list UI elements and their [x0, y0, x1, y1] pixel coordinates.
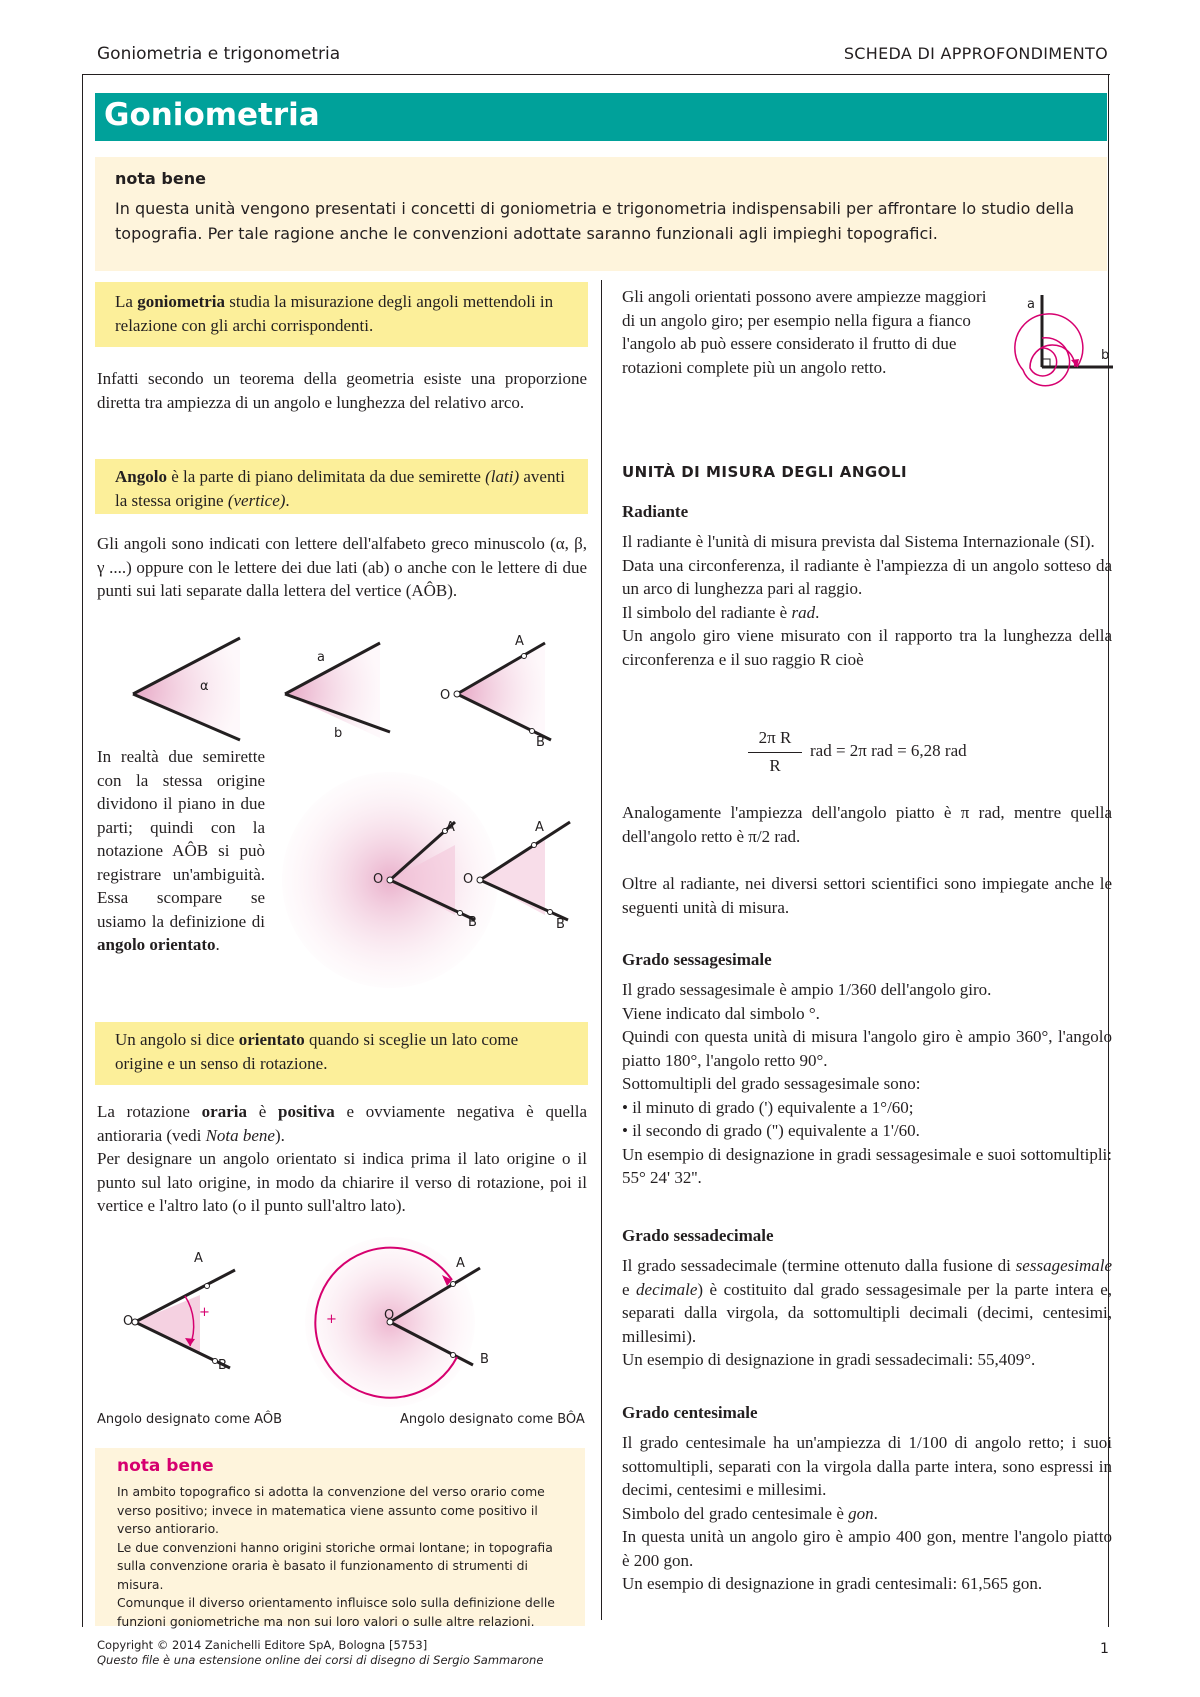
def-text: Un angolo si dice: [115, 1030, 239, 1049]
paragraph-rotazione: [97, 1100, 587, 1218]
radiante-section: [622, 500, 1112, 671]
text: .: [215, 935, 220, 954]
radiante-p5: Analogamente l'ampiezza dell'angolo piatto è π rad, mentre quella dell'angolo retto è π/2 rad.: [622, 803, 1112, 846]
def-text: è la parte di piano delimitata da due semirette: [166, 467, 486, 486]
label-O: O: [440, 688, 451, 703]
radiante-p2: Data una circonferenza, il radiante è l'ampiezza di un angolo sotteso da un arco di lunghezza pari al raggio.: [622, 555, 1112, 598]
label-a: a: [1027, 297, 1035, 312]
sess-bullet-2: • il secondo di grado ('') equivalente a 1'/60.: [622, 1121, 920, 1140]
subheading-sessagesimale: Grado sessagesimale: [622, 950, 772, 969]
label-plus: +: [326, 1312, 337, 1327]
sess-p5: Un esempio di designazione in gradi sessagesimale e suoi sottomultipli: 55° 24' 32''.: [622, 1144, 1112, 1187]
label-A: A: [515, 634, 524, 649]
def-text: La: [115, 292, 138, 311]
def-italic: (lati): [485, 467, 520, 486]
formula-result: rad = 2π rad = 6,28 rad: [810, 741, 967, 760]
label-B: B: [556, 917, 565, 932]
angle-alpha: [133, 638, 240, 740]
italic-term: rad: [791, 602, 816, 622]
cent-p1: Il grado centesimale ha un'ampiezza di 1/100 di angolo retto; i suoi sottomultipli, separati con la virgola dalla parte intera, sono espressi in decimi, centesimi e millesimi.: [622, 1433, 1112, 1499]
footer-note: Questo file è una estensione online dei corsi di disegno di Sergio Sammarone: [97, 1653, 544, 1667]
formula-fraction-line: [748, 752, 802, 753]
paragraph-ampiezze: Gli angoli orientati possono avere ampiezze maggiori di un angolo giro; per esempio nella figura a fianco l'angolo ab può essere considerato il frutto di due rotazioni complete più un angolo retto.: [622, 287, 987, 377]
nota-bene-top-title: nota bene: [115, 169, 206, 188]
label-B: B: [480, 1352, 489, 1367]
text: ).: [274, 1125, 285, 1145]
italic-term: gon: [848, 1503, 874, 1523]
bold-term: oraria: [201, 1102, 247, 1121]
label-O: O: [463, 872, 474, 887]
def-term: orientato: [238, 1030, 305, 1049]
spiral-angle-figure: [1005, 290, 1115, 400]
label-O: O: [123, 1314, 134, 1329]
bold-term: positiva: [278, 1102, 335, 1121]
paragraph-designare: Per designare un angolo orientato si indica prima il lato origine o il punto sul lato origine, in modo da chiarire il verso di rotazione, poi il vertice e l'altro lato (o il punto sull'altro lato).: [97, 1149, 587, 1215]
label-B: B: [536, 735, 545, 750]
nota-bene-bottom-title: nota bene: [117, 1456, 214, 1476]
angle-ab: [285, 643, 390, 738]
angle-AOB: [454, 643, 551, 740]
sess-p4: Sottomultipli del grado sessagesimale sono:: [622, 1074, 921, 1093]
nota-bene-top-text: In questa unità vengono presentati i concetti di goniometria e trigonometria indispensabili per affrontare lo studio della topografia. Per tale ragione anche le convenzioni adottate saranno funzionali agli impieghi topografici.: [115, 199, 1075, 243]
label-O: O: [373, 872, 384, 887]
nota-bene-bottom-text: [117, 1483, 572, 1631]
definition-orientato: [95, 1022, 588, 1085]
def-text: .: [285, 491, 290, 510]
label-a: a: [317, 650, 325, 665]
ambiguity-figure: [280, 770, 600, 990]
def-term: Angolo: [115, 467, 167, 486]
radiante-p4: Un angolo giro viene misurato con il rapporto tra la lunghezza della circonferenza e il suo raggio R cioè: [622, 626, 1112, 669]
footer-copyright: Copyright © 2014 Zanichelli Editore SpA, Bologna [5753]: [97, 1638, 428, 1652]
sess-p1: Il grado sessagesimale è ampio 1/360 dell'angolo giro.: [622, 980, 992, 999]
nota-line: Comunque il diverso orientamento influisce solo sulla definizione delle funzioni goniometriche ma non sui loro valori o sulle altre relazioni.: [117, 1595, 555, 1629]
label-O: O: [384, 1308, 395, 1323]
label-B: B: [218, 1358, 227, 1373]
cent-p3: In questa unità un angolo giro è ampio 400 gon, mentre l'angolo piatto è 200 gon.: [622, 1527, 1112, 1570]
caption-aob: Angolo designato come AÔB: [97, 1412, 283, 1427]
frame-left-line: [82, 74, 83, 1627]
nota-bene-bottom: [95, 1448, 585, 1629]
text: e ovviamente negativa è quella antioraria (vedi: [97, 1102, 587, 1145]
label-plus: +: [199, 1305, 210, 1320]
paragraph-teorema: Infatti secondo un teorema della geometria esiste una proporzione diretta tra ampiezza di un angolo e lunghezza del relativo arco.: [97, 369, 587, 412]
def-text: aventi la stessa origine: [115, 467, 565, 510]
label-B: B: [468, 915, 477, 930]
angle-AOB-clockwise: [132, 1270, 235, 1368]
subheading-centesimale: Grado centesimale: [622, 1403, 758, 1422]
def-text: quando si sceglie un lato come origine e un senso di rotazione.: [115, 1030, 519, 1073]
formula-numerator: 2π R: [758, 728, 792, 747]
radiante-p3: [622, 601, 1112, 625]
definition-goniometria: [95, 282, 588, 347]
text: e: [622, 1279, 637, 1299]
page-number: 1: [1100, 1641, 1109, 1657]
oriented-angle-figures: [95, 1240, 595, 1410]
text: .: [873, 1503, 878, 1523]
text: Simbolo del grado centesimale è: [622, 1503, 849, 1523]
frame-top-line: [82, 74, 1110, 75]
page-title: Goniometria: [104, 97, 320, 133]
label-A: A: [456, 1256, 465, 1271]
radiante-p6: Oltre al radiante, nei diversi settori scientifici sono impiegate anche le seguenti unità di misura.: [622, 874, 1112, 917]
subheading-sessadecimale: Grado sessadecimale: [622, 1226, 774, 1245]
text: ) è costituito dal grado sessagesimale per la parte intera e, separati dalla virgola, da sottomultipli decimali (decimi, centesimi, millesimi).: [622, 1279, 1112, 1346]
sessadecimale-section: [622, 1224, 1112, 1372]
text: In realtà due semirette con la stessa origine dividono il piano in due parti; quindi con la notazione AÔB si può registrare un'ambiguità. Essa scompare se usiamo la definizione di: [97, 747, 265, 931]
column-divider: [601, 280, 602, 1620]
running-header-right: SCHEDA DI APPROFONDIMENTO: [843, 44, 1108, 63]
formula-denominator: R: [769, 756, 781, 775]
def-italic: (vertice): [227, 491, 286, 510]
italic-term: Nota bene: [205, 1125, 275, 1145]
label-A: A: [194, 1251, 203, 1266]
label-A: A: [446, 820, 455, 835]
nota-line: Le due convenzioni hanno origini storiche ormai lontane; in topografia sulla convenzione oraria è basato il funzionamento di strumenti di misura.: [117, 1539, 553, 1592]
subheading-radiante: Radiante: [622, 502, 689, 521]
sessd-p2: Un esempio di designazione in gradi sessadecimali: 55,409°.: [622, 1350, 1036, 1369]
sess-p2: Viene indicato dal simbolo °.: [622, 1003, 820, 1023]
text: Il simbolo del radiante è: [622, 602, 792, 622]
caption-boa: Angolo designato come BÔA: [400, 1412, 585, 1427]
sessd-p1: [622, 1254, 1112, 1348]
sessagesimale-section: [622, 948, 1112, 1190]
running-header-left: Goniometria e trigonometria: [97, 44, 341, 64]
label-b: b: [334, 726, 343, 741]
text: La rotazione: [97, 1102, 202, 1121]
nota-line: In ambito topografico si adotta la convenzione del verso orario come verso positivo; invece in matematica viene assunto come positivo il verso antiorario.: [117, 1484, 545, 1536]
radiante-p1: Il radiante è l'unità di misura prevista dal Sistema Internazionale (SI).: [622, 532, 1095, 551]
label-alpha: α: [200, 679, 209, 694]
label-A: A: [535, 820, 544, 835]
sess-bullet-1: • il minuto di grado (') equivalente a 1°/60;: [622, 1097, 914, 1117]
nota-bene-top: [95, 157, 1107, 271]
italic-term: decimale: [636, 1279, 698, 1299]
text: Il grado sessadecimale (termine ottenuto dalla fusione di: [622, 1256, 1016, 1275]
bold-term: angolo orientato: [97, 935, 216, 954]
italic-term: sessagesimale: [1015, 1256, 1112, 1275]
cent-p4: Un esempio di designazione in gradi centesimali: 61,565 gon.: [622, 1574, 1043, 1593]
sess-p3: Quindi con questa unità di misura l'angolo giro è ampio 360°, l'angolo piatto 180°, l'angolo retto 90°.: [622, 1027, 1112, 1070]
def-text: studia la misurazione degli angoli mettendoli in relazione con gli archi corrispondenti.: [115, 292, 554, 335]
section-title-unita: UNITÀ DI MISURA DEGLI ANGOLI: [622, 463, 908, 481]
centesimale-section: [622, 1401, 1112, 1596]
paragraph-notazione: Gli angoli sono indicati con lettere dell'alfabeto greco minuscolo (α, β, γ ....) oppure con le lettere dei due lati (ab) o anche con le lettere di due punti sui lati separate dalla lettera del vertice (AÔB).: [97, 534, 587, 600]
def-term: goniometria: [137, 292, 226, 311]
text: .: [815, 602, 820, 622]
text: è: [247, 1102, 279, 1121]
cent-p2: [622, 1502, 1112, 1526]
paragraph-ambiguita: [97, 745, 265, 957]
label-b: b: [1101, 348, 1110, 363]
definition-angolo: [95, 459, 588, 514]
title-bar: [95, 93, 1107, 141]
